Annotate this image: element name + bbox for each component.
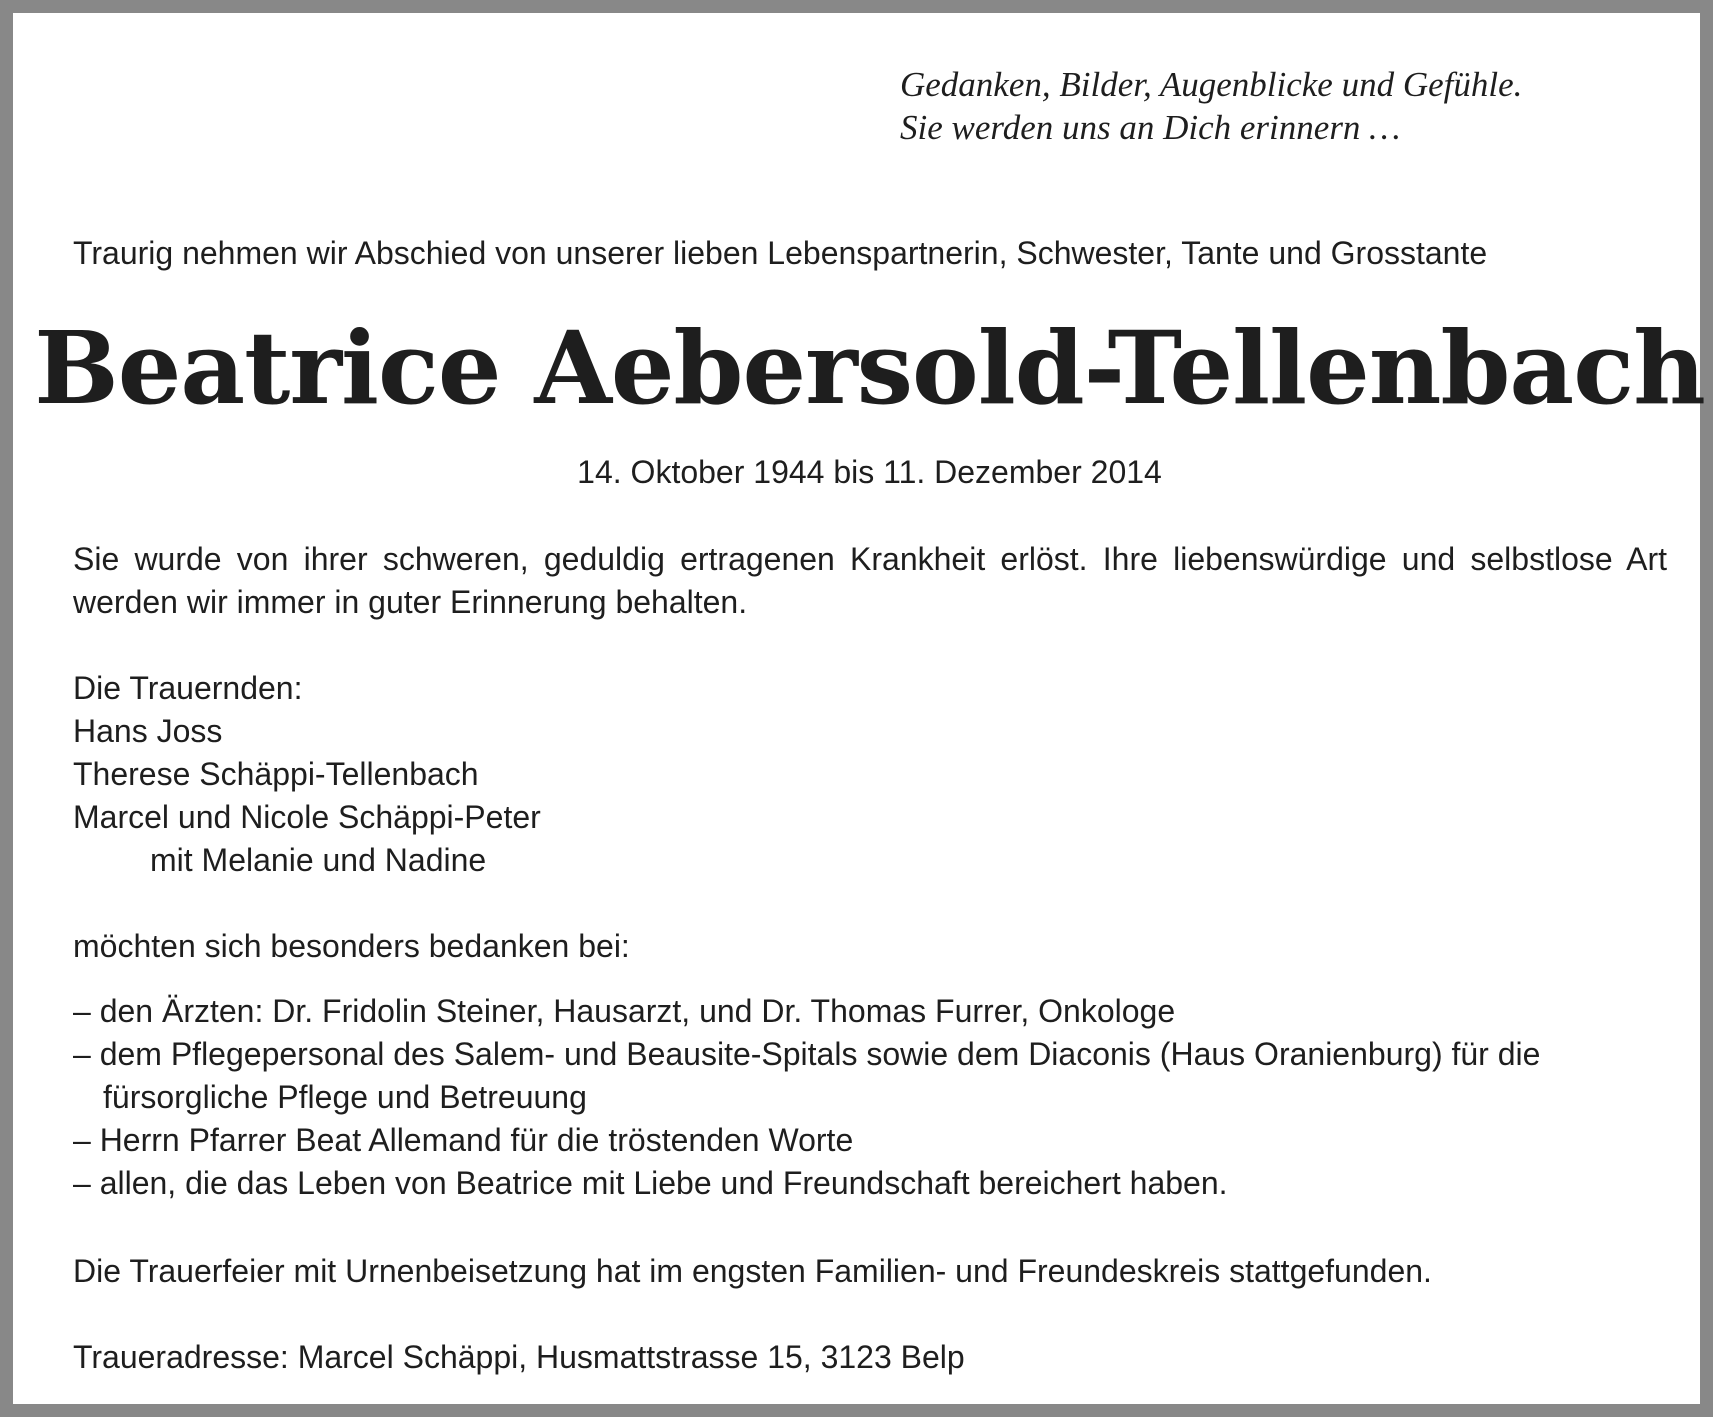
thanks-item: – Herrn Pfarrer Beat Allemand für die tröstenden Worte	[73, 1122, 854, 1158]
thanks-item: – allen, die das Leben von Beatrice mit Liebe und Freundschaft bereichert haben.	[73, 1165, 1228, 1201]
thanks-item-continuation: fürsorgliche Pflege und Betreuung	[103, 1079, 587, 1115]
mourner-name: Marcel und Nicole Schäppi-Peter	[73, 799, 541, 835]
mourner-name: Therese Schäppi-Tellenbach	[73, 756, 479, 792]
life-dates: 14. Oktober 1944 bis 11. Dezember 2014	[577, 454, 1162, 490]
thanks-item: – den Ärzten: Dr. Fridolin Steiner, Hausarzt, und Dr. Thomas Furrer, Onkologe	[73, 993, 1176, 1029]
mourners-heading: Die Trauernden:	[73, 670, 303, 706]
ceremony-note: Die Trauerfeier mit Urnenbeisetzung hat im engsten Familien- und Freundeskreis stattgefunden.	[73, 1253, 1432, 1289]
memorial-paragraph: Sie wurde von ihrer schweren, geduldig ertragenen Krankheit erlöst. Ihre liebenswürdige und selbstlose Art werden wir immer in guter Erinnerung behalten.	[73, 541, 1667, 620]
motto-line-1: Gedanken, Bilder, Augenblicke und Gefühle.	[900, 65, 1523, 104]
thanks-heading: möchten sich besonders bedanken bei:	[73, 928, 630, 964]
mourner-children: mit Melanie und Nadine	[150, 842, 487, 878]
deceased-name: Beatrice Aebersold-Tellenbach	[34, 309, 1705, 427]
thanks-item: – dem Pflegepersonal des Salem- und Beausite-Spitals sowie dem Diaconis (Haus Oranienburg) für die	[73, 1036, 1541, 1072]
motto-line-2: Sie werden uns an Dich erinnern …	[900, 108, 1401, 147]
mourner-name: Hans Joss	[73, 713, 223, 749]
mourning-address: Traueradresse: Marcel Schäppi, Husmattstrasse 15, 3123 Belp	[73, 1339, 965, 1375]
intro-text: Traurig nehmen wir Abschied von unserer lieben Lebenspartnerin, Schwester, Tante und Grosstante	[73, 235, 1488, 271]
